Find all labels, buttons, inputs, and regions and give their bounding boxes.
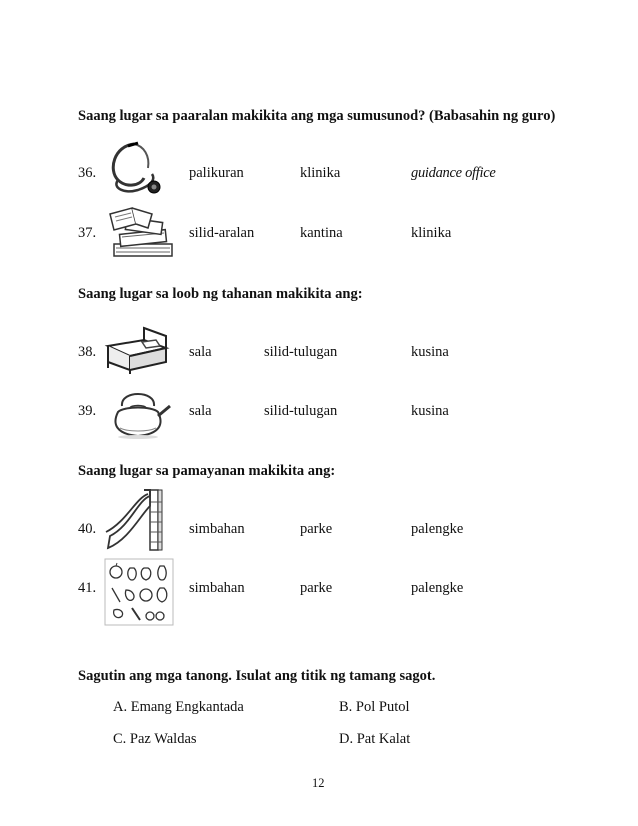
item-36-option-2: klinika <box>300 165 341 181</box>
item-40-option-3: palengke <box>411 521 464 537</box>
item-36-option-1: palikuran <box>189 165 244 181</box>
section-3-heading: Saang lugar sa pamayanan makikita ang: <box>78 463 336 479</box>
item-40-option-1: simbahan <box>189 521 245 537</box>
fruits-vegetables-icon <box>104 558 174 626</box>
item-40-number: 40. <box>78 521 97 537</box>
section-2-heading: Saang lugar sa loob ng tahanan makikita ang: <box>78 286 363 302</box>
choice-d: D. Pat Kalat <box>339 731 411 747</box>
page-number: 12 <box>312 776 325 790</box>
kettle-icon <box>108 384 172 440</box>
bed-icon <box>104 322 170 374</box>
item-41-option-1: simbahan <box>189 580 245 596</box>
item-39-option-2: silid-tulugan <box>264 403 338 419</box>
section-1-heading: Saang lugar sa paaralan makikita ang mga sumusunod? (Babasahin ng guro) <box>78 108 556 124</box>
books-icon <box>106 204 176 262</box>
stethoscope-icon <box>104 140 168 196</box>
item-38-number: 38. <box>78 344 97 360</box>
item-37-option-2: kantina <box>300 225 343 241</box>
item-39-number: 39. <box>78 403 97 419</box>
choice-b: B. Pol Putol <box>339 699 410 715</box>
choice-c: C. Paz Waldas <box>113 731 197 747</box>
item-36-number: 36. <box>78 165 97 181</box>
item-41-option-2: parke <box>300 580 333 596</box>
item-38-option-1: sala <box>189 344 212 360</box>
item-36-option-3: guidance office <box>411 165 496 181</box>
item-39-option-1: sala <box>189 403 212 419</box>
item-37-option-3: klinika <box>411 225 452 241</box>
item-39-option-3: kusina <box>411 403 449 419</box>
item-37-option-1: silid-aralan <box>189 225 255 241</box>
item-38-option-3: kusina <box>411 344 449 360</box>
item-41-number: 41. <box>78 580 97 596</box>
item-41-option-3: palengke <box>411 580 464 596</box>
choice-a: A. Emang Engkantada <box>113 699 244 715</box>
item-40-option-2: parke <box>300 521 333 537</box>
slide-icon <box>104 486 168 552</box>
section-4-heading: Sagutin ang mga tanong. Isulat ang titik ng tamang sagot. <box>78 668 436 684</box>
item-37-number: 37. <box>78 225 97 241</box>
item-38-option-2: silid-tulugan <box>264 344 338 360</box>
